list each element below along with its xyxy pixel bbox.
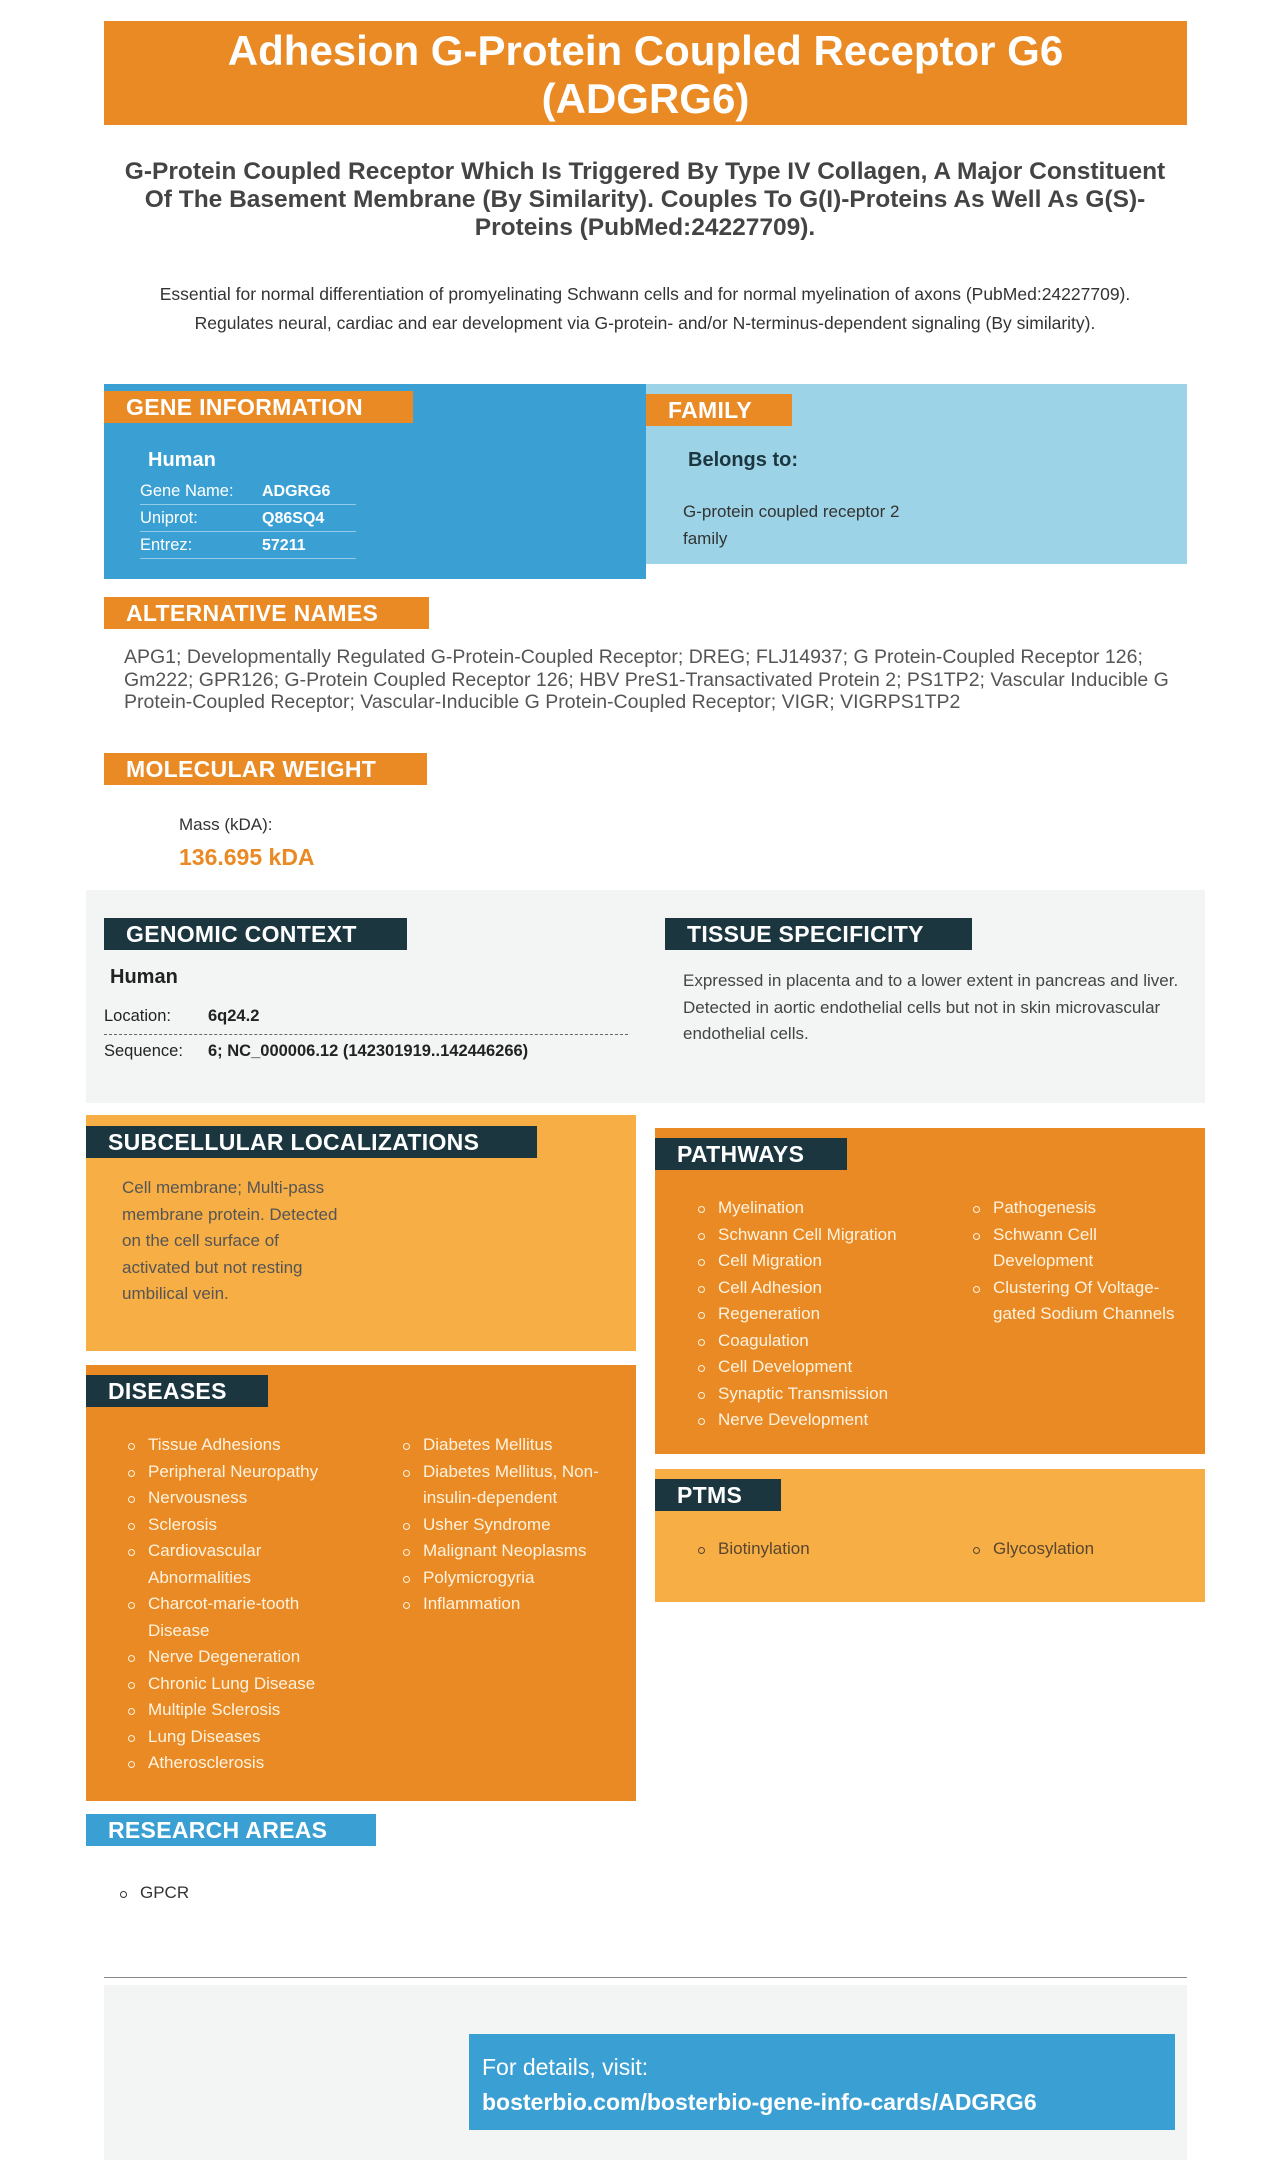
list-item: Peripheral Neuropathy (128, 1459, 358, 1486)
pathways-heading: PATHWAYS (655, 1138, 847, 1170)
family-heading: FAMILY (646, 394, 792, 426)
list-item: Synaptic Transmission (698, 1381, 938, 1408)
list-item: Inflammation (403, 1591, 628, 1618)
list-item: GPCR (120, 1880, 189, 1907)
subcellular-text: Cell membrane; Multi-pass membrane protein. Detected on the cell surface of activated but not resting umbilical vein. (122, 1178, 338, 1303)
gene-info-table (140, 478, 356, 559)
pathways-list-col1 (698, 1195, 938, 1434)
list-item: Usher Syndrome (403, 1512, 628, 1539)
title-line-1: Adhesion G-Protein Coupled Receptor G6 (227, 27, 1064, 74)
alternative-names-heading: ALTERNATIVE NAMES (104, 597, 429, 629)
molecular-weight-heading: MOLECULAR WEIGHT (104, 753, 427, 785)
list-item: Charcot-marie-tooth Disease (128, 1591, 358, 1644)
footer-divider (104, 1977, 1187, 1978)
list-item: Glycosylation (973, 1536, 1188, 1563)
sequence-row (104, 1042, 628, 1061)
list-item: Polymicrogyria (403, 1565, 628, 1592)
list-item: Regeneration (698, 1301, 938, 1328)
function-summary: Essential for normal differentiation of promyelinating Schwann cells and for normal myelination of axons (PubMed:24227709). Regulates neural, cardiac and ear development via G-protein- and/or N-terminus-dependent signaling (By similarity). (159, 284, 1131, 333)
genomic-species: Human (110, 966, 178, 988)
list-item: Nerve Development (698, 1407, 938, 1434)
family-text: G-protein coupled receptor 2 family (683, 502, 900, 548)
ptms-list-col1 (698, 1536, 938, 1563)
uniprot-value: Q86SQ4 (262, 510, 325, 527)
details-link-label: For details, visit: (482, 2054, 649, 2080)
alternative-names-text: APG1; Developmentally Regulated G-Protein-Coupled Receptor; DREG; FLJ14937; G Protein-Coupled Receptor 126; Gm222; GPR126; G-Protein Coupled Receptor 126; HBV PreS1-Transactivated Protein 2; PS1TP2; Vascular Inducible G Protein-Coupled Receptor; Vascular-Inducible G Protein-Coupled Receptor; VIGR; VIGRPS1TP2 (124, 646, 1169, 713)
diseases-list-col1 (128, 1432, 358, 1777)
list-item: Cell Adhesion (698, 1275, 938, 1302)
gene-name-label: Gene Name: (140, 482, 234, 500)
pathways-list-col2 (973, 1195, 1188, 1328)
location-row (104, 1007, 628, 1026)
gene-species: Human (148, 449, 216, 471)
uniprot-label: Uniprot: (140, 509, 198, 527)
list-item: Chronic Lung Disease (128, 1671, 358, 1698)
list-item: Clustering Of Voltage-gated Sodium Channels (973, 1275, 1188, 1328)
location-label: Location: (104, 1007, 171, 1025)
page-title (104, 21, 1187, 125)
protein-subtitle: G-Protein Coupled Receptor Which Is Triggered By Type IV Collagen, A Major Constituent Of The Basement Membrane (By Similarity). Couples To G(I)-Proteins As Well As G(S)-Proteins (PubMed:24227709). (124, 158, 1166, 241)
entrez-label: Entrez: (140, 536, 193, 554)
mass-value: 136.695 kDA (179, 844, 315, 870)
list-item: Schwann Cell Migration (698, 1222, 938, 1249)
gene-row-uniprot (140, 505, 356, 532)
list-item: Diabetes Mellitus, Non-insulin-dependent (403, 1459, 628, 1512)
ptms-heading: PTMS (655, 1479, 781, 1511)
list-item: Diabetes Mellitus (403, 1432, 628, 1459)
list-item: Atherosclerosis (128, 1750, 358, 1777)
list-item: Nervousness (128, 1485, 358, 1512)
subcellular-heading: SUBCELLULAR LOCALIZATIONS (86, 1126, 537, 1158)
diseases-list-col2 (403, 1432, 628, 1618)
list-item: Pathogenesis (973, 1195, 1188, 1222)
list-item: Nerve Degeneration (128, 1644, 358, 1671)
list-item: Biotinylation (698, 1536, 938, 1563)
list-item: Lung Diseases (128, 1724, 358, 1751)
gene-row-entrez (140, 532, 356, 559)
list-item: Cardiovascular Abnormalities (128, 1538, 358, 1591)
details-link-box[interactable] (469, 2034, 1175, 2130)
list-item: Coagulation (698, 1328, 938, 1355)
tissue-specificity-text: Expressed in placenta and to a lower extent in pancreas and liver. Detected in aortic endothelial cells but not in skin microvascular endothelial cells. (683, 971, 1179, 1043)
list-item: Multiple Sclerosis (128, 1697, 358, 1724)
research-areas-heading: RESEARCH AREAS (86, 1814, 376, 1846)
gene-information-heading: GENE INFORMATION (104, 391, 413, 423)
sequence-label: Sequence: (104, 1042, 183, 1060)
list-item: Sclerosis (128, 1512, 358, 1539)
gene-name-value: ADGRG6 (262, 483, 331, 500)
entrez-value: 57211 (262, 537, 306, 554)
genomic-context-heading: GENOMIC CONTEXT (104, 918, 407, 950)
list-item: Cell Development (698, 1354, 938, 1381)
research-areas-list (120, 1880, 189, 1907)
gene-row-name (140, 478, 356, 505)
tissue-specificity-heading: TISSUE SPECIFICITY (665, 918, 972, 950)
details-link-url[interactable]: bosterbio.com/bosterbio-gene-info-cards/ADGRG6 (482, 2089, 1037, 2115)
list-item: Schwann Cell Development (973, 1222, 1188, 1275)
list-item: Malignant Neoplasms (403, 1538, 628, 1565)
list-item: Cell Migration (698, 1248, 938, 1275)
ptms-list-col2 (973, 1536, 1188, 1563)
list-item: Tissue Adhesions (128, 1432, 358, 1459)
title-line-2: (ADGRG6) (541, 75, 750, 122)
list-item: Myelination (698, 1195, 938, 1222)
sequence-value: 6; NC_000006.12 (142301919..142446266) (208, 1042, 529, 1060)
location-value: 6q24.2 (208, 1007, 260, 1025)
mass-label: Mass (kDA): (179, 815, 273, 834)
diseases-heading: DISEASES (86, 1375, 268, 1407)
belongs-to-label: Belongs to: (688, 449, 798, 471)
genomic-divider (104, 1034, 628, 1035)
